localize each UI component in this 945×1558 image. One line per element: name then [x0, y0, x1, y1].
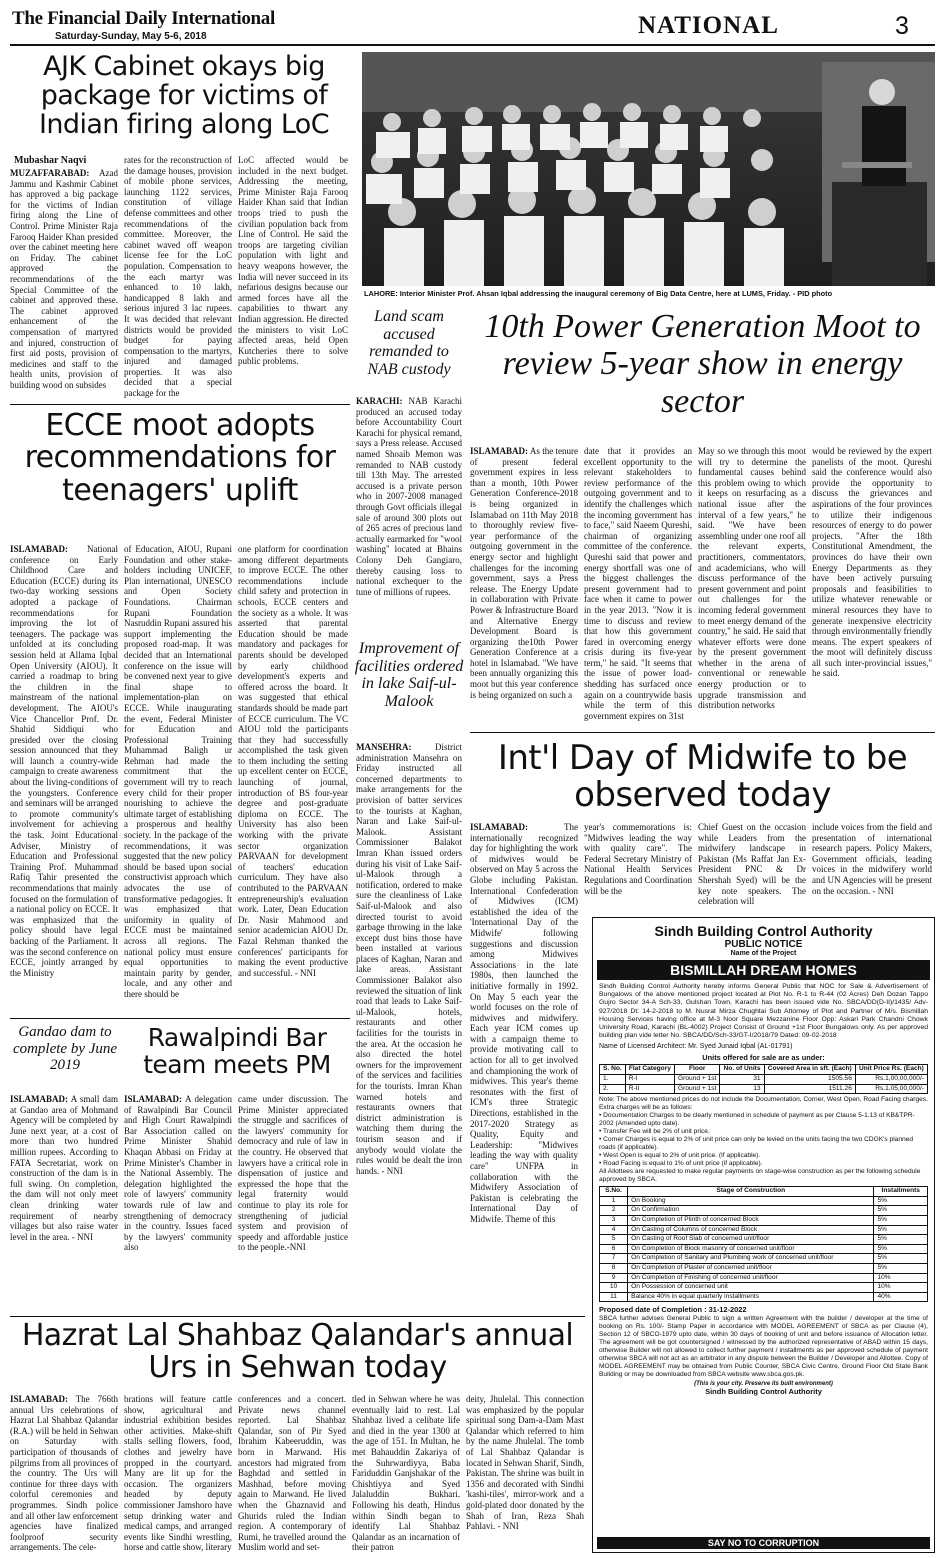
ad-note-line: • Road Facing is equal to 1% of unit price (if applicable). [599, 1160, 763, 1168]
conference-photo [362, 52, 935, 286]
rawalpindi-headline: Rawalpindi Bar team meets PM [143, 1024, 331, 1078]
stages-cell: 7 [600, 1254, 628, 1264]
sbca-advertisement [592, 917, 935, 1553]
stages-cell: 10% [874, 1273, 928, 1283]
units-cell: Ground + 1st [675, 1075, 720, 1085]
stages-cell: 8 [600, 1263, 628, 1273]
units-row [600, 1084, 928, 1094]
stages-row [600, 1244, 928, 1254]
stages-cell: On Completion of Sanitary and Plumbing work of concerned unit/floor [628, 1254, 874, 1264]
stages-row [600, 1283, 928, 1293]
units-header-cell: Covered Area in sft. (Each) [764, 1065, 855, 1075]
ad-authority: Sindh Building Control Authority [654, 923, 873, 939]
stages-cell: 40% [874, 1292, 928, 1302]
ecce-rule [10, 404, 350, 405]
midwife-col-1: ISLAMABAD: The internationally recognized day for highlighting the work of midwives would be observed on May 5 across the Globe including Pakistan. International Confederation of Midwives (ICM) established the idea of the 'International Day of the Midwife' following suggestions and discussion among Midwives Associations in the late 1980s, then launched the initiative formally in 1992. On May 5 each year the world focuses on the role of midwives and midwifery. Each year ICM comes up with a campaign theme to provide motivating call to action for all to get involved and championing the work of midwives. This year's theme resonates with the first of ICM's three Strategic Directions, established in the 2017-2020 Strategy as Quality, Equity and Leadership: "Midwives leading the way with quality care" UNFPA in collaboration with the Midwifery Association of Pakistan is celebrating the International Day of Midwife. Theme of this [470, 822, 578, 1224]
stages-cell: 10% [874, 1283, 928, 1293]
land-scam-body: KARACHI: NAB Karachi produced an accused today before Accountability Court Karachi for physical remand, says a Press release. Accused named Shoaib Memon was remanded to NAB custody till 13th May. The arrested accused is a private person who in 2007-2008 managed through Govt officials illegal sale of around 300 plots out of 265 acres of precious land actually earmarked for "wool washing" located at Bhains Colony Deh Gangiaro, thereby causing loss to national exchequer to the tune of millions of rupees. [356, 396, 462, 597]
stages-header-cell: S.No. [600, 1187, 628, 1197]
stages-cell: 9 [600, 1273, 628, 1283]
units-cell: R-I [625, 1075, 674, 1085]
stages-cell: On Completion of Plaster of concerned unit/floor [628, 1263, 874, 1273]
units-cell: Rs.1,00,00,000/- [855, 1075, 927, 1085]
ad-stages-table [599, 1186, 928, 1302]
stages-cell: On Possession of concerned unit [628, 1283, 874, 1293]
ad-project-name: BISMILLAH DREAM HOMES [597, 960, 930, 980]
ad-completion: Proposed date of Completion : 31-12-2022 [599, 1305, 747, 1315]
ajk-col-2: rates for the reconstruction of the damage houses, provision of mobile phone services, launching 1122 services, constitution of village defense committees and other recommendations of the committee. Moreover, the cabinet waved off weapon license fee for the LoC population. Compensation to the each martyr was enhanced to 10 lakh, handicapped 8 lakh and serious injured 3 lac rupees. It was decided that relevant districts would be provided budget for paying compensation to the martyrs, injured and damaged properties. It was also decided that a special package for the [124, 155, 232, 399]
ad-footer-authority: Sindh Building Control Authority [705, 1386, 822, 1396]
stages-cell: 5% [874, 1235, 928, 1245]
ecce-col-1: ISLAMABAD: National conference on Early Childhood Care and Education (ECCE) during its two-day working sessions adopted a package of recommendations for improving the lot of teenagers. The package was unfolded at its concluding session held at Allama Iqbal Open University (AIOU). It carried a roadmap to bring the children in the mainstream of the national development. The AIOU's Vice Chancellor Prof. Dr. Shahid Siddiqui who presided over the closing session announced that they will launch a country-wide campaign to create awareness about the living-conditions of the youngsters. Conference and seminars will be arranged to promote community's involvement for achieving the task. Joint Educational Adviser, Ministry of Education and Professional Training Prof. Muhammad Rafiq Tahir presented the recommendations that mainly focused on the formulation of a national policy on ECCE. It was emphasized that the policy should have legal backing of the Parliament. It was the second conference on ECCE, jointly arranged by the Ministry [10, 544, 118, 978]
saif-body: MANSEHRA: District administration Mansehra on Friday instructed all concerned departments to make arrangements for the provision of batter services to the tourists at Kaghan, Naran and Lake Saif-ul-Malook. Assistant Commissioner Balakot Imran Khan issued orders during his visit of Lake Saif-ul-Malook through a notification, ordered to make sure the cleanliness of Lake Saif-ul-Malook and also directed tourist to avoid garbage throwing in the lake except dust bins those have been installed at various places of Kaghan, Naran and lake areas. Assistant Commissioner Balakot also reviewed the situation of link road that leads to Lake Saif-ul-Malook, hotels, restaurants and other facilities for the tourists in the area. At the occasion he also directed the hotel owners for the improvement of the services and facilities for the tourists. Imran Khan warned hotels and restaurants owners that district administration is watching them during the tourism season and if anybody would violate the rules would be dealt the iron hands. - NNI [356, 742, 462, 1176]
midwife-col-2: year's commemorations is: "Midwives leading the way with quality care". The Federal Secretary Ministry of National Health Services Regulations and Coordination will be the [584, 822, 692, 896]
ad-closing: SBCA further advises General Public to sign a written Agreement with the builder / developer at the time of booking on Rs. 100/- Stamp Paper in accordance with MODEL AGREEMENT of SBCA as per Clause (4), Section 12 of SBCO-1979 upto date, within 30 days of booking of unit and before issuance of Allocation letter. The agreement will be got countersigned / witnessed by the authorized representative of ABAD within 15 days, otherwise Builder will not allowed to collect further payment / installments as per approved schedule of payment otherwise SBCA will not act as an arbitrator in any dispute between the Builder / Developer and Allottee. Copy of MODEL AGREEMENT may be obtained from Public Counter, SBCA Civic Centre, Ground Floor Old State Bank Building or may be downloaded from SBCA website www.sbca.gos.pk. [599, 1315, 928, 1378]
stages-cell: 3 [600, 1215, 628, 1225]
urs-col-1: ISLAMABAD: The 766th annual Urs celebrations of Hazrat Lal Shahbaz Qalandar (R.A.) will be held in Sehwan on Saturday with participation of thousands of pilgrims from all provinces of the country. The Urs will continue for three days with colorful ceremonies and programmes. Sindh police and all other law enforcement agencies have finalized foolproof security arrangements. The cele- [10, 1394, 118, 1553]
masthead-rule [10, 44, 935, 46]
stages-cell: On Completion of Finishing of concerned unit/floor [628, 1273, 874, 1283]
units-row [600, 1075, 928, 1085]
stages-cell: On Casting of Columns of concerned Block [628, 1225, 874, 1235]
ad-architect-line [599, 1043, 928, 1050]
stages-cell: 4 [600, 1225, 628, 1235]
ad-intro: Sindh Building Control Authority hereby informs General Public that NOC for Sale & Advertisement of Bungalows of the above mentioned project located at Plot No. R-1 to R-44 (02 Acres) Deh Dozan Tappo Gujro Sector 34-A Sch-33, Gulshan Town, Karachi has been issued vide No. SBCA/DD(D-II)/1435/ Adv-927/2018 Dt: 14-2-2018 to M. Nusrat Mirza Chughtai Sub Attorney of Plot and Partner of M/s. Bismillah Housing Services having office at M-3 Noor Square Mezzanine Floor Opp: Askari Park Chandni Chowk University Road, Karachi (BL-4002) Project Consist of Ground +1st Floor Bungalows only. As per approved building plan vide letter No. SBCA/DD/Sch-33/GT-I/2018/79 Dated: 09-02-2018 [599, 983, 928, 1040]
ad-project-label: Name of the Project [730, 950, 797, 957]
stages-cell: 5% [874, 1225, 928, 1235]
gandao-headline: Gandao dam to complete by June 2019 [12, 1024, 118, 1073]
units-cell: R-II [625, 1084, 674, 1094]
stages-cell: On Completion of Block masonry of concerned unit/floor [628, 1244, 874, 1254]
stages-cell: 5 [600, 1235, 628, 1245]
ad-note-line: • West Open is equal to 2% of unit price. (If applicable). [599, 1152, 761, 1160]
ecce-col-2: of Education, AIOU, Rupani Foundation and other stake-holders including UNICEF, Plan international, UNESCO and Open Society Foundations. Chairman Rupani Foundation Nasruddin Rupani assured his support implementing the proposed road-map. It was decided that an International conference on the issue will be convened next year to give final shape to implementation-plan on ECCE. While inaugurating the event, Federal Minister for Education and Professional Training Muhammad Baligh ur Rehman had made the commitment that the government will try to reach every child for their proper nourishing to achieve the ultimate target of establishing a prosperous and healthy society. In the package of the recommendations, it was suggested that the new policy should be based upon social constructivist approach which advocates the use of transformative pedagogies. It was emphasized that uniformity in quality of ECCE must be maintained across all regions. The national policy must ensure equal opportunities to maintain parity by gender, locale, and any other and there should be [124, 544, 232, 999]
stages-row [600, 1273, 928, 1283]
power-col-1: ISLAMABAD: As the tenure of present federal government expires in less than a month, 10th Power Generation Conference-2018 is being organized in Islamabad on 11th May 2018 to thoroughly review five-year performance of the outgoing government in the energy sector and highlight challenges for the incoming government, says a Press release. The Energy Update in collaboration with Private Power & Infrastructure Board and Alternative Energy Development Board is organizing the10th Power Generation Conference at a hotel in Islamabad. "We have been annually organizing this moot but this year conference is being organized on such a [470, 446, 578, 700]
stages-cell: Balance 40% in equal quarterly installments [628, 1292, 874, 1302]
stages-cell: 5% [874, 1196, 928, 1206]
urs-col-2: brations will feature cattle show, agricultural and industrial exhibition besides other activities. Make-shift stalls selling flowers, food, clothes and jewelry have propped in the courtyard. Many are lit up for the occasion. The organizers headed by deputy commissioner Jamshoro have setup drinking water and medical camps, and arranged events like Sindhi wrestling, horse and cattle show, literary [124, 1394, 232, 1553]
stages-row [600, 1225, 928, 1235]
stages-cell: 6 [600, 1244, 628, 1254]
urs-col-4: tled in Sehwan where he was eventually laid to rest. Lal Shahbaz lived a celibate life and died in the year 1300 at the age of 151. In Multan, he met Bahauddin Zakariya of the Suhrwardiyya, Baba Fariduddin Ganjshakar of the Chishtiyya and Syed Jalaluddin Bukhari. Following his death, Hindus within Sindh began to identify Lal Shahbaz Qalandar as an incarnation of their patron [352, 1394, 460, 1553]
ecce-headline: ECCE moot adopts recommendations for teenagers' uplift [24, 410, 336, 508]
units-cell: 1505.56 [764, 1075, 855, 1085]
units-cell: 31 [720, 1075, 764, 1085]
paper-title: The Financial Daily International [12, 8, 275, 29]
stages-row [600, 1292, 928, 1302]
ajk-col-1: MUZAFFARABAD: Azad Jammu and Kashmir Cabinet has approved a big package for the victims of Indian firing along the Line of Control. Prime Minister Raja Farooq Haider Khan presided over the cabinet meeting here on Friday. The cabinet approved the recommendations of the Special Committee of the cabinet and approved these. The cabinet approved enhancement of the compensation of martyred and injured, construction of first aid posts, provision of medicines and staff to the health units, provision of building wood on subsides [10, 168, 118, 390]
gandao-rule [10, 1018, 350, 1019]
urs-col-3: conferences and a concert. Private news channel reported. Lal Shahbaz Qalandar, son of Pir Syed Ibrahim Kabeeruddin, was born in Marwand. His ancestors had migrated from Baghdad and settled in Mashhad, before moving again to Marwand. He lived when the Ghaznavid and Ghurids ruled the Indian region. A contemporary of Rumi, he travelled around the Muslim world and set- [238, 1394, 346, 1553]
stages-cell: 10 [600, 1283, 628, 1293]
stages-header-cell: Stage of Construction [628, 1187, 874, 1197]
stages-cell: 1 [600, 1196, 628, 1206]
ad-units-title: Units offered for sale are as under: [702, 1053, 825, 1063]
stages-row [600, 1263, 928, 1273]
ajk-headline: AJK Cabinet okays big package for victims of Indian firing along LoC [39, 52, 329, 140]
stages-header-row [600, 1187, 928, 1197]
ad-units-table [599, 1064, 928, 1094]
stages-row [600, 1235, 928, 1245]
ad-notes [599, 1096, 928, 1184]
ad-note-line: All Allottees are requested to make regular payments on stage-wise construction as per the following schedule approved by SBCA. [599, 1168, 921, 1184]
units-header-cell: Unit Price Rs. (Each) [855, 1065, 927, 1075]
units-cell: 13 [720, 1084, 764, 1094]
power-col-2: date that it provides an excellent opportunity to the relevant stakeholders to review performance of the outgoing government and to identify the challenges which the incoming government has to face," said Naeem Qureshi, chairman of organizing committee of the conference. Qureshi said that power and energy shortfall was one of the biggest challenges the present government had to face when it came to power in the year 2013. "Now it is time to discuss and review that how this government fared in overcoming energy crisis during its five-year term," he said. "It seems that the issue of power load-shedding has surfaced once again on a countrywide basis while the term of this government expires on 31st [584, 446, 692, 721]
units-header-cell: Floor [675, 1065, 720, 1075]
ad-stages-table-wrap [599, 1186, 928, 1302]
ad-architect-label: Name of Licensed Architect: [599, 1043, 687, 1051]
power-col-3: May so we through this moot will try to determine the fundamental causes behind this problem owing to which it keeps on resurfacing as a national issue after the interval of a few years," he said. "We have been assembling under one roof all the relevant experts, practitioners, commentators, and academicians, who will discuss performance of the present government and point out challenges for the incoming federal government to meet energy demand of the country," he said. He said that whatever efforts were done by the present government whether in the arena of conventional or renewable energy production or to upgrade transmission and distribution networks [698, 446, 806, 711]
stages-cell: 5% [874, 1254, 928, 1264]
ad-note-line: • Transfer Fee will be 2% of unit price. [599, 1128, 710, 1136]
land-scam-headline: Land scam accused remanded to NAB custody [367, 308, 451, 378]
power-headline: 10th Power Generation Moot to review 5-year show in energy sector [484, 308, 921, 420]
stages-cell: 5% [874, 1215, 928, 1225]
power-col-4: would be reviewed by the expert panelists of the moot. Qureshi said the conference would also provide the opportunity to discuss the grievances and aspirations of the four provinces to utilize their indigenous resources of energy to do power projects. "After the 18th Constitutional Amendment, the provinces do have their own Energy Departments as they have been actively pursuing proposals and feasibilities to utilize whatever renewable or mineral resources they have to generate inexpensive electricity through environmentally friendly means. The expert speakers of the moot will definitely discuss all such inter-provincial issues," he said. [812, 446, 932, 679]
stages-header-cell: Installments [874, 1187, 928, 1197]
stages-row [600, 1215, 928, 1225]
stages-cell: 5% [874, 1244, 928, 1254]
stages-row [600, 1196, 928, 1206]
stages-cell: On Completion of Plinth of concerned Block [628, 1215, 874, 1225]
stages-cell: 2 [600, 1206, 628, 1216]
midwife-col-4: include voices from the field and presentation of international research papers. Policy Makers, Government officials, leading voices in the midwifery world and UN Agencies will be present on the occasion. - NNI [812, 822, 932, 896]
ad-note-line: • Documentation Charges to be clearly mentioned in schedule of payment as per Clause 5-1.13 of KB&TPR-2002 (Amended upto date). [599, 1112, 915, 1128]
units-header-cell: No. of Units [720, 1065, 764, 1075]
urs-rule [10, 1316, 585, 1317]
ecce-col-3: one platform for coordination among different departments to improve ECCE. The other recommendations include child safety and protection in schools, ECCE centers and the society as a whole. It was asserted that parental Education should be made mandatory and packages for parents should be developed by early childhood development's experts and offered across the board. It was suggested that ethical standards should be made part of ECCE curriculum. The VC AIOU told the participants that they had successfully accomplished the task given to them including the setting up excellent center on ECCE, launching of journal, introduction of BS four-year degree and post-graduate diploma on ECCE. The University has also been working with the private sector organization PARVAAN for development of teachers' education curriculum. They have also contributed to the PARVAAN entrepreneurship's evaluation work. Later, Dean Education Dr. Nasir Mahmood and senior academician AIOU Dr. Fazal Rehman thanked the conferences' participants for making the event productive and successful. - NNI [238, 544, 348, 978]
issue-date: Saturday-Sunday, May 5-6, 2018 [55, 31, 207, 42]
rawalpindi-col-1: ISLAMABAD: A delegation of Rawalpindi Bar Council and High Court Rawalpindi Bar Association called on Prime Minister Shahid Khaqan Abbasi on Friday at Prime Minister's Chamber in the National Assembly. The delegation highlighted the role of lawyers' community towards rule of law and strengthening of democracy in the country. Issues faced by the lawyers' community also [124, 1094, 232, 1253]
urs-headline: Hazrat Lal Shahbaz Qalandar's annual Urs in Sehwan today [21, 1320, 574, 1385]
audience-photo-icon [362, 52, 935, 286]
section-title: NATIONAL [638, 12, 779, 39]
saif-headline: Improvement of facilities ordered in lake Saif-ul-Malook [354, 640, 464, 710]
ajk-byline: Mubashar Naqvi [14, 155, 87, 166]
ad-note-line: • Corner Charges is equal to 2% of unit price can only be levied on the units facing the two CDGK's planned roads (if applicable). [599, 1136, 914, 1152]
ad-slogan: SAY NO TO CORRUPTION [597, 1537, 930, 1549]
units-header-cell: S. No. [600, 1065, 626, 1075]
units-cell: Ground + 1st [675, 1084, 720, 1094]
ad-architect-code: (AL-01791) [757, 1043, 793, 1051]
stages-cell: 5% [874, 1206, 928, 1216]
ad-notice: PUBLIC NOTICE [724, 939, 803, 950]
photo-caption: LAHORE: Interior Minister Prof. Ahsan Iqbal addressing the inaugural ceremony of Big Data Centre, here at LUMS, Friday. - PID photo [364, 289, 833, 298]
ad-units-table-wrap [599, 1064, 928, 1094]
units-cell: Rs.1,05,00,000/- [855, 1084, 927, 1094]
midwife-rule [470, 732, 935, 733]
urs-col-5: deity, Jhulelal. This connection was emphasized by the popular spiritual song Dam-a-Dam Mast Qalandar which referred to him by the name Jhulelal. The tomb of Lal Shahbaz Qalandar is located in Sehwan Sharif, Sindh, Pakistan. The shrine was built in 1356 and decorated with Sindhi 'kashi-tiles', mirror-work and a gold-plated door donated by the Shah of Iran, Reza Shah Pahlavi. - NNI [466, 1394, 584, 1532]
units-cell: 2. [600, 1084, 626, 1094]
stages-cell: On Confirmation [628, 1206, 874, 1216]
stages-row [600, 1206, 928, 1216]
ad-architect: Mr. Syed Junaid Iqbal [688, 1043, 756, 1051]
units-body [600, 1075, 928, 1094]
ajk-col-3: LoC affected would be included in the next budget. Addressing the meeting, Prime Minister Raja Farooq Haider Khan said that Indian troops tried to push the civilian population back from Line of Control. He said the troops are targeting civilian population with light and heavy weapons however, the India will never succeed in its nefarious designs because our armed forces have all the capabilities to thwart any Indian aggression. He directed the ministers to visit LoC affected areas, held Open Kutcheries there to solve public problems. [238, 155, 348, 367]
gandao-body: ISLAMABAD: A small dam at Gandao area of Mohmand Agency will be completed by June next year, at a cost of more than two hundred million rupees. According to FATA Secretariat, work on construction of the dam is in full swing. On completion, the dam will not only meet clean drinking water requirement of nearby villages but also raise water level in the area. - NNI [10, 1094, 118, 1242]
units-header-row [600, 1065, 928, 1075]
ad-footer-note: (This is your city. Preserve its built environment) [694, 1380, 833, 1387]
stages-cell: 11 [600, 1292, 628, 1302]
units-cell: 1511.26 [764, 1084, 855, 1094]
units-header-cell: Flat Category [625, 1065, 674, 1075]
ad-note-line: Note: The above mentioned prices do not include the Documentation, Corner, West Open, Road Facing charges. Extra charges will be as follows: [599, 1096, 928, 1112]
stages-cell: On Casting of Roof Slab of concerned unit/floor [628, 1235, 874, 1245]
stages-cell: 5% [874, 1263, 928, 1273]
stages-cell: On Booking [628, 1196, 874, 1206]
stages-row [600, 1254, 928, 1264]
midwife-col-3: Chief Guest on the occasion while Leaders from the midwifery landscape in Pakistan (Ms Raffat Jan Ex-President PNC & Dr Shershah Syed) will be the key note speakers. The celebration will [698, 822, 806, 907]
stages-body [600, 1196, 928, 1302]
rawalpindi-col-2: came under discussion. The Prime Minister appreciated the struggle and sacrifices of the lawyers' community for democracy and rule of law in the country. He observed that lawyers have a critical role in dispensation of justice and expressed the hope that the legal fraternity would continue to play its role for strengthening of judicial system and provision of speedy and affordable justice to the people.-NNI [238, 1094, 348, 1253]
units-cell: 1. [600, 1075, 626, 1085]
page-number: 3 [895, 12, 909, 40]
midwife-headline: Int'l Day of Midwife to be observed today [497, 740, 908, 814]
